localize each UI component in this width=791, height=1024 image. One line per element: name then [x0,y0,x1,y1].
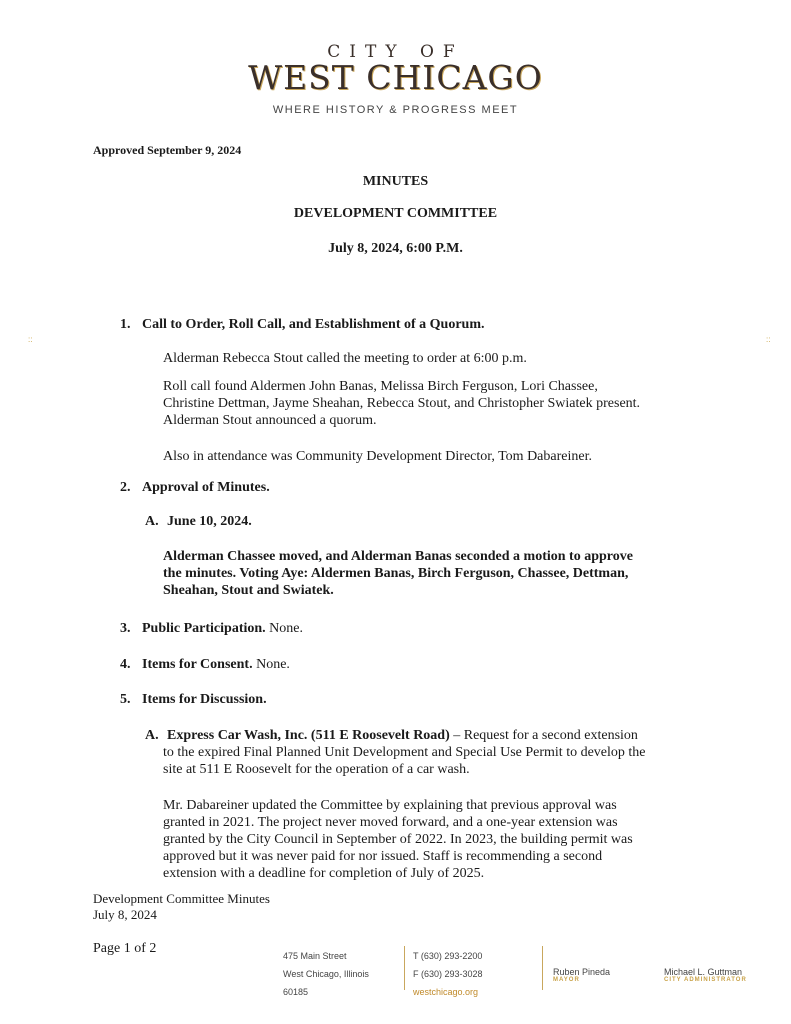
section-2a-motion: Alderman Chassee moved, and Alderman Banas seconded a motion to approve the minutes. Voting Aye: Aldermen Banas, Birch Ferguson, Chassee, Dettman, Sheahan, Stout and Swiatek. [163,549,633,598]
section-2-heading: 2. Approval of Minutes. [120,480,270,495]
footer-mayor: Ruben Pineda MAYOR [553,967,611,983]
section-5-heading: 5. Items for Discussion. [120,692,267,707]
title-committee: DEVELOPMENT COMMITTEE [293,206,498,221]
page-number: Page 1 of 2 [93,941,157,956]
section-2a-heading: A. June 10, 2024. [145,514,252,529]
running-footer: Development Committee Minutes July 8, 2024 [93,891,270,922]
approval-note: Approved September 9, 2024 [93,143,242,157]
logo-city-of: CITY OF [327,42,464,62]
section-4-heading: 4. Items for Consent. None. [120,657,290,672]
footer-divider [404,946,405,990]
section-1-roll-call: Roll call found Aldermen John Banas, Melissa Birch Ferguson, Lori Chassee, Christine Dettman, Jayme Sheahan, Rebecca Stout, and Christopher Swiatek present. Alderman Stout announced a quorum. [163,379,641,428]
binding-mark-right: :: [766,335,771,344]
section-1-attendance: Also in attendance was Community Development Director, Tom Dabareiner. [163,449,592,464]
footer-address: 475 Main Street West Chicago, Illinois 60185 [283,951,369,997]
section-1-heading: 1. Call to Order, Roll Call, and Establishment of a Quorum. [120,317,485,332]
footer-administrator: Michael L. Guttman CITY ADMINISTRATOR [664,967,747,983]
title-date: July 8, 2024, 6:00 P.M. [328,241,463,256]
section-3-heading: 3. Public Participation. None. [120,621,303,636]
logo-tagline: WHERE HISTORY & PROGRESS MEET [272,104,519,116]
section-5a-item: A. Express Car Wash, Inc. (511 E Roosevelt Road) – Request for a second extension to the expired Final Planned Unit Development and Special Use Permit to develop the site at 511 E Roosevelt for the operation of a car wash. [145,728,646,777]
logo-city-name: WEST CHICAGO [248,58,543,97]
footer-divider-2 [542,946,543,990]
binding-mark-left: :: [28,335,33,344]
footer-website: westchicago.org [413,987,479,997]
section-1-call-to-order: Alderman Rebecca Stout called the meeting to order at 6:00 p.m. [163,351,527,366]
section-5a-discussion: Mr. Dabareiner updated the Committee by explaining that previous approval was granted in 2021. The project never moved forward, and a one-year extension was granted by the City Council in September of 2022. In 2023, the building permit was approved but it was never paid for nor issued. Staff is recommending a second extension with a deadline for completion of July of 2025. [163,798,633,881]
footer-contact: T (630) 293-2200 F (630) 293-3028 westchicago.org [413,947,483,1001]
title-minutes: MINUTES [362,174,429,189]
